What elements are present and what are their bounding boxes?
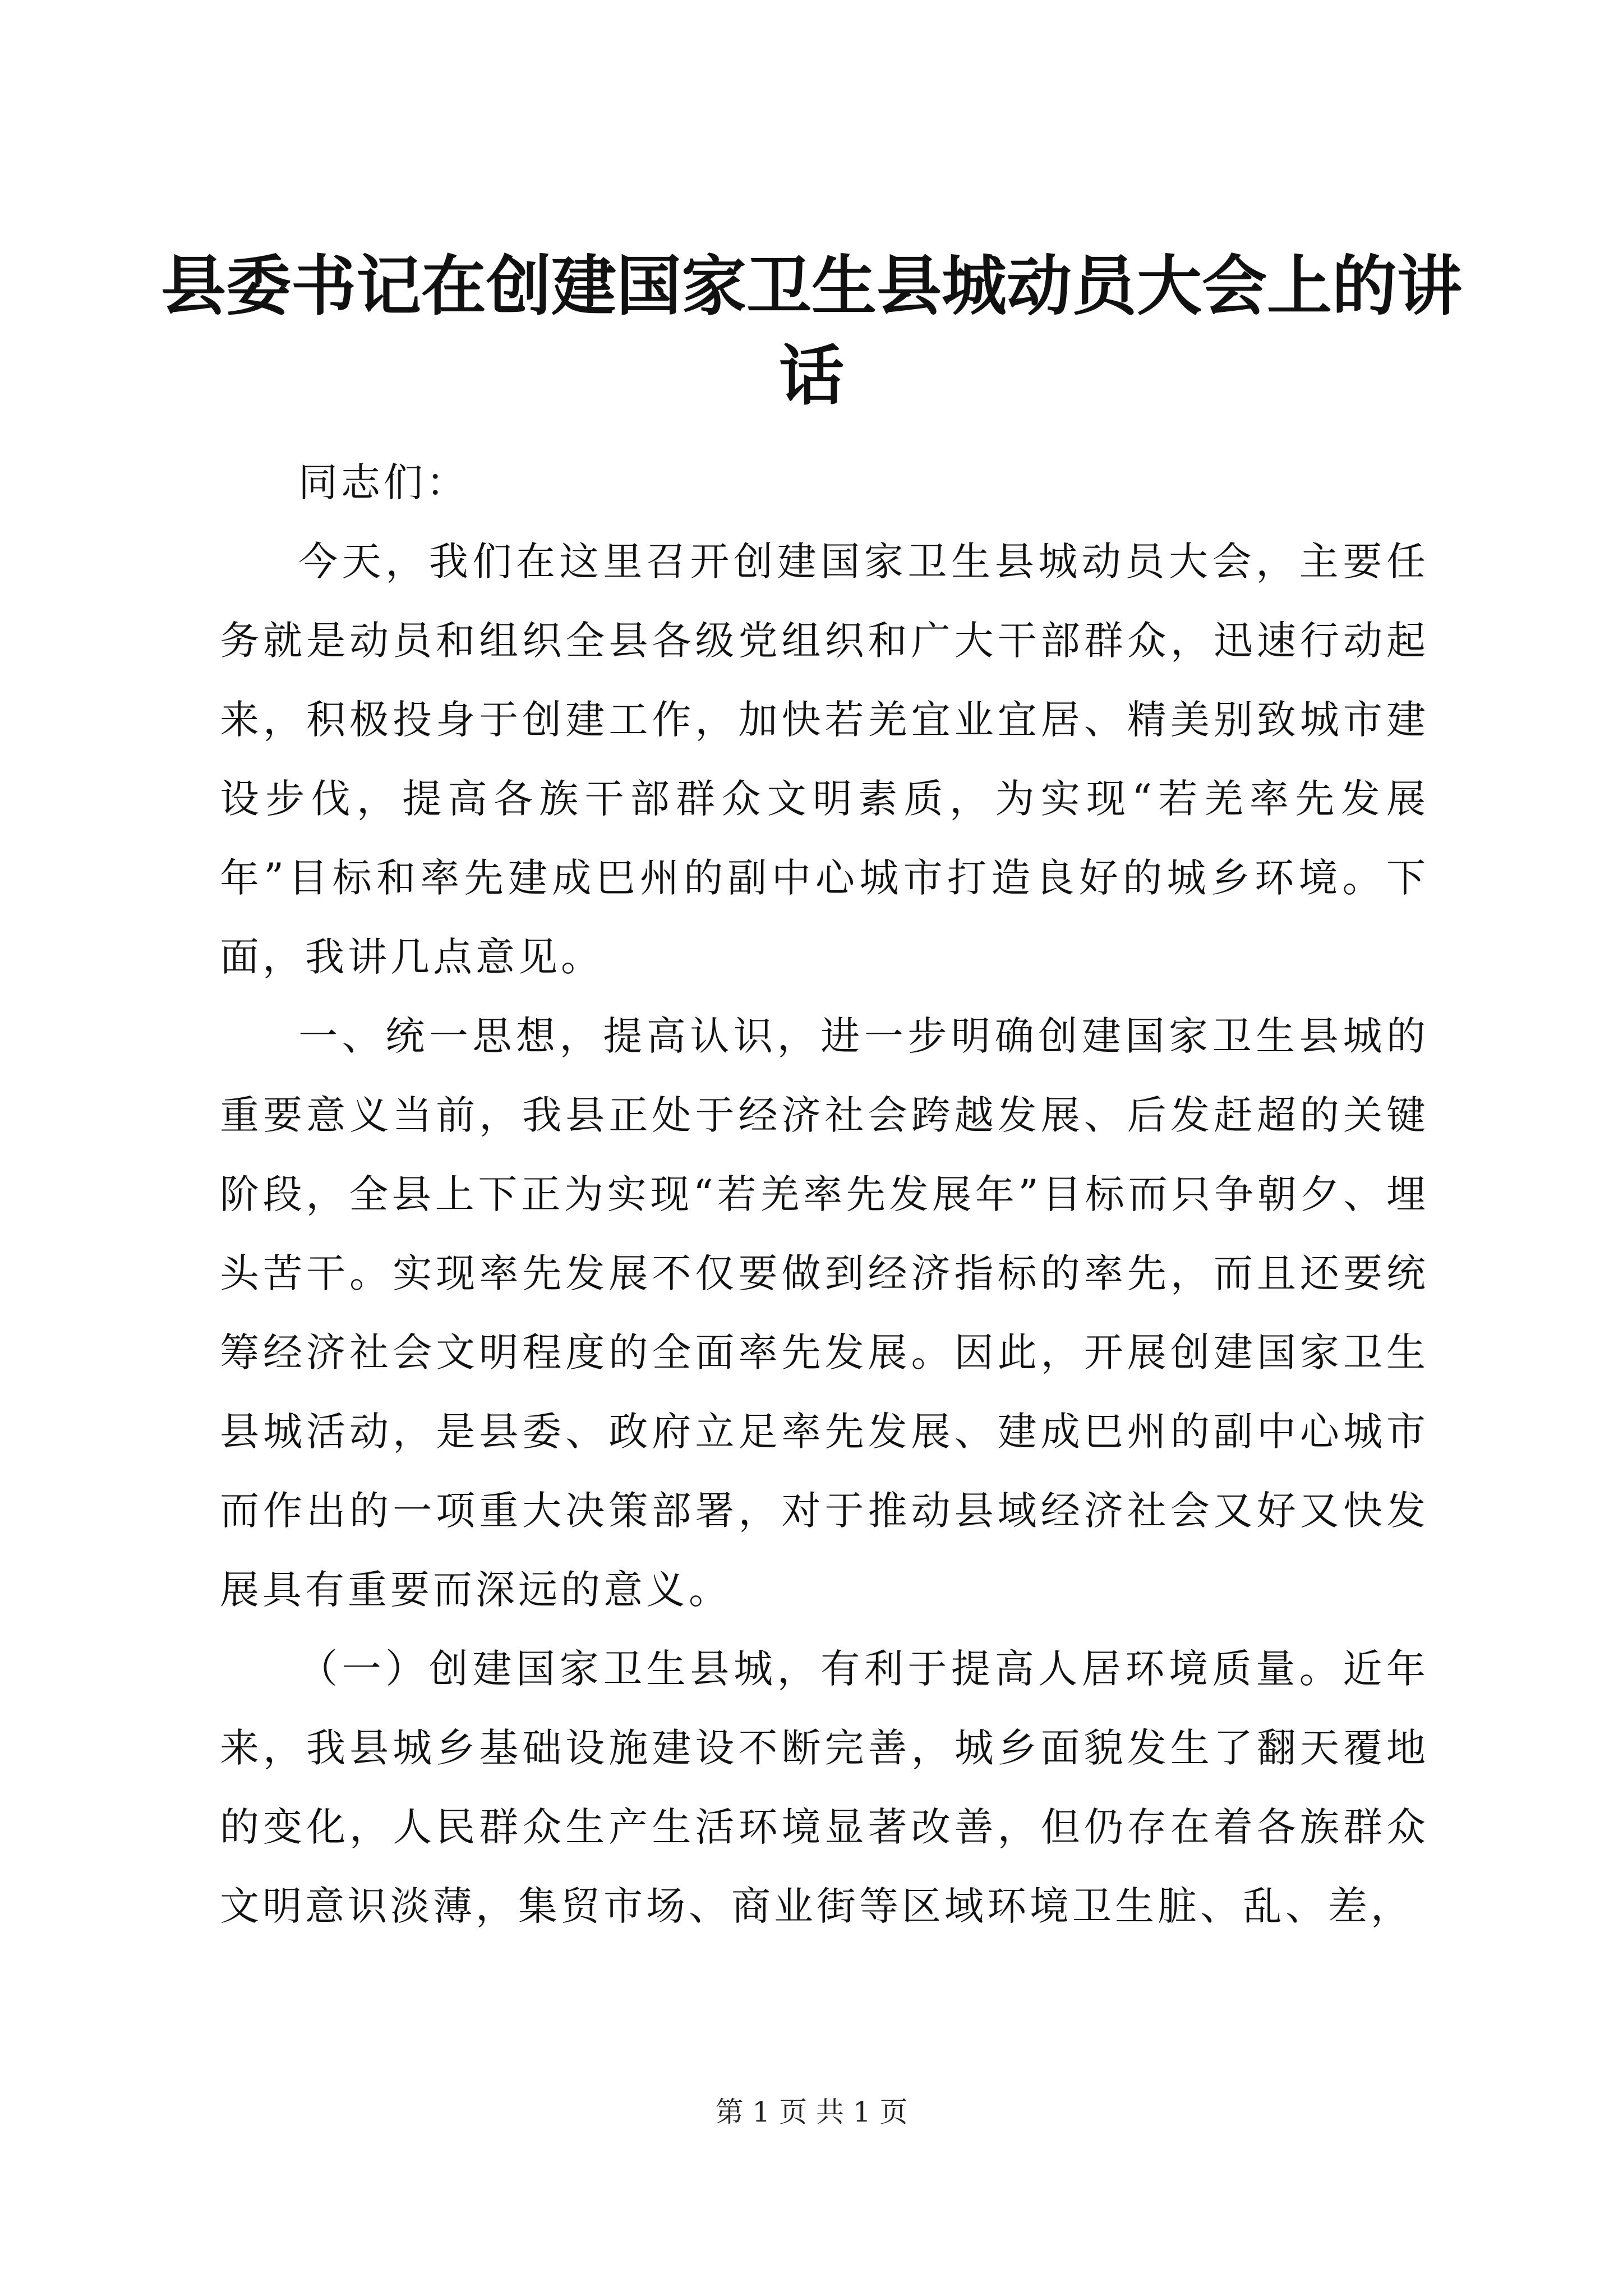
subsection-one-paragraph: （一）创建国家卫生县城，有利于提高人居环境质量。近年来，我县城乡基础设施建设不断完善，城乡面貌发生了翻天覆地的变化，人民群众生产生活环境显著改善，但仍存在着各族群众文明意识淡薄，集贸市场、商业街等区域环境卫生脏、乱、差，: [220, 1646, 1429, 1929]
page-footer: 第 1 页 共 1 页: [715, 2096, 908, 2128]
section-one-paragraph: 一、统一思想，提高认识，进一步明确创建国家卫生县城的重要意义当前，我县正处于经济社会跨越发展、后发赶超的关键阶段，全县上下正为实现“若羌率先发展年”目标而只争朝夕、埋头苦干。实现率先发展不仅要做到经济指标的率先，而且还要统筹经济社会文明程度的全面率先发展。因此，开展创建国家卫生县城活动，是县委、政府立足率先发展、建成巴州的副中心城市而作出的一项重大决策部署，对于推动县域经济社会又好又快发展具有重要而深远的意义。: [220, 1013, 1429, 1613]
intro-paragraph: 今天，我们在这里召开创建国家卫生县城动员大会，主要任务就是动员和组织全县各级党组织和广大干部群众，迅速行动起来，积极投身于创建工作，加快若羌宜业宜居、精美别致城市建设步伐，提高各族干部群众文明素质，为实现“若羌率先发展年”目标和率先建成巴州的副中心城市打造良好的城乡环境。下面，我讲几点意见。: [220, 539, 1429, 980]
salutation-paragraph: 同志们：: [298, 459, 469, 505]
document-title: 县委书记在创建国家卫生县城动员大会上的讲话: [161, 248, 1462, 414]
document-body: [220, 443, 1429, 1946]
